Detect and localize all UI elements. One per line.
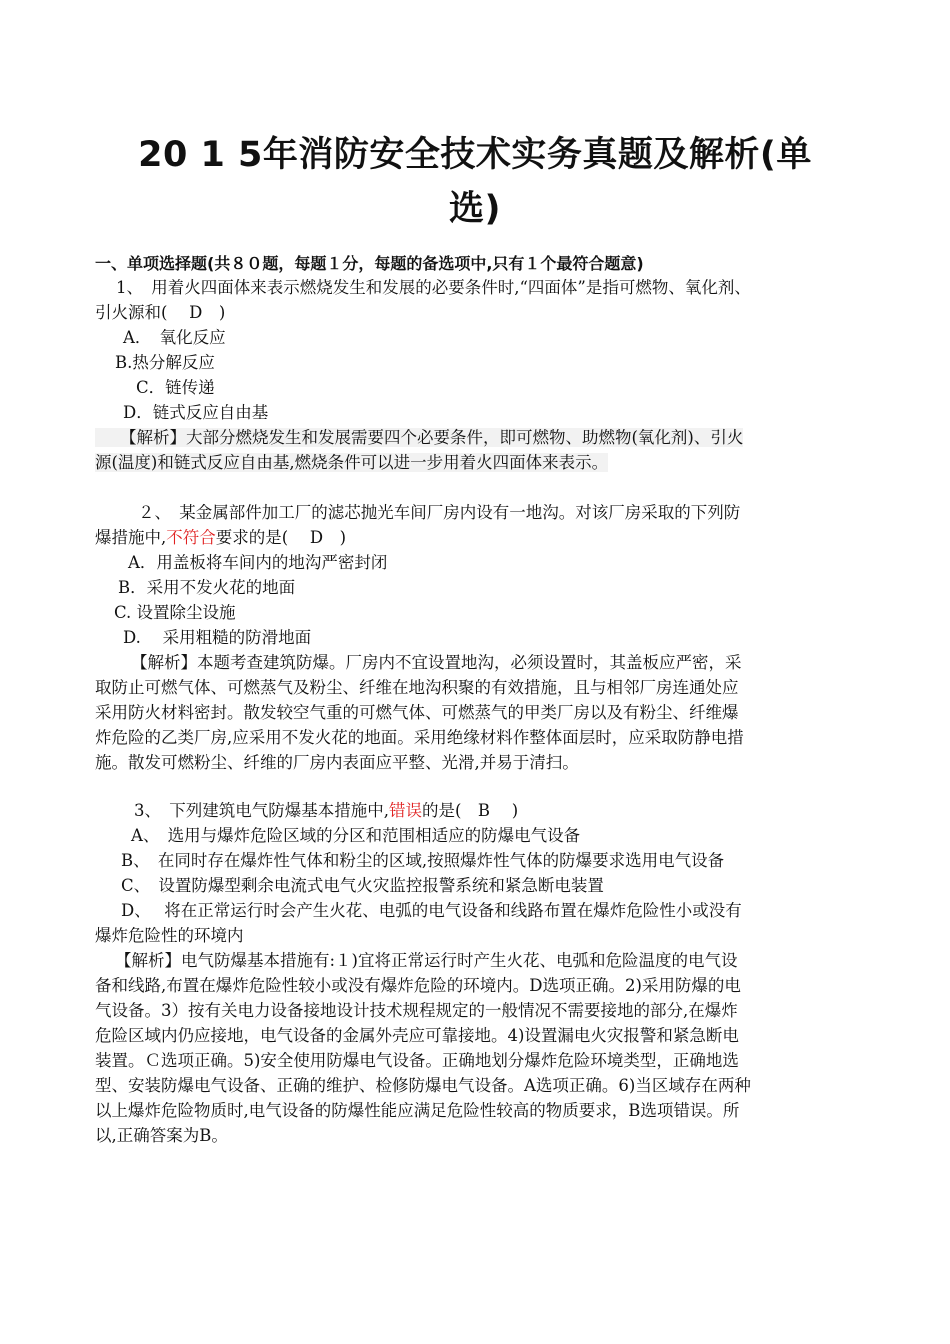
q3-option-d-cont: 爆炸危险性的环境内	[95, 926, 244, 945]
q1-analysis-line-1	[95, 425, 865, 450]
q1-analysis-line-2	[95, 450, 865, 475]
q1-stem-line-1: 1、 用着火四面体来表示燃烧发生和发展的必要条件时,“四面体”是指可燃物、氧化剂、	[116, 278, 751, 297]
q2-analysis-line-2: 取防止可燃气体、可燃蒸气及粉尘、纤维在地沟积聚的有效措施，且与相邻厂房连通处应	[95, 678, 739, 697]
q2-stem-post: 要求的是( D )	[215, 528, 347, 547]
q3-analysis-line-8: 以,正确答案为B。	[95, 1126, 228, 1145]
q1-option-c: C．链传递	[136, 378, 215, 397]
q2-stem-pre: 爆措施中,	[95, 528, 167, 547]
q2-analysis-line-5: 施。散发可燃粉尘、纤维的厂房内表面应平整、光滑,并易于清扫。	[95, 753, 579, 772]
q3-stem-post: 的是( B )	[422, 801, 519, 820]
section-heading: 一、单项选择题(共８０题，每题１分，每题的备选项中,只有１个最符合题意)	[95, 254, 644, 273]
q2-analysis-line-1: 【解析】本题考查建筑防爆。厂房内不宜设置地沟，必须设置时，其盖板应严密，采	[131, 653, 742, 672]
q2-option-c: C. 设置除尘设施	[114, 603, 236, 622]
q2-analysis-line-4: 炸危险的乙类厂房,应采用不发火花的地面。采用绝缘材料作整体面层时，应采取防静电措	[95, 728, 744, 747]
q1-option-b: B.热分解反应	[115, 353, 215, 372]
q1-option-d: D．链式反应自由基	[123, 403, 269, 422]
q3-stem-keyword: 错误	[389, 801, 422, 820]
q3-stem-pre: 3、 下列建筑电气防爆基本措施中,	[134, 801, 389, 820]
q1-stem-line-2: 引火源和( D )	[95, 303, 226, 322]
q2-analysis-line-3: 采用防火材料密封。散发较空气重的可燃气体、可燃蒸气的甲类厂房以及有粉尘、纤维爆	[95, 703, 739, 722]
q2-stem-line-1: ２、 某金属部件加工厂的滤芯抛光车间厂房内设有一地沟。对该厂房采取的下列防	[138, 503, 741, 522]
title-line-1: 20 1 5年消防安全技术实务真题及解析(单	[138, 135, 812, 175]
q1-option-a: A． 氧化反应	[123, 328, 226, 347]
page-title	[95, 128, 855, 236]
q2-stem-line-2	[95, 525, 865, 550]
q1-analysis-text-2: 源(温度)和链式反应自由基,燃烧条件可以进一步用着火四面体来表示。	[95, 453, 609, 472]
q3-analysis-line-2: 备和线路,布置在爆炸危险性较小或没有爆炸危险的环境内。D选项正确。2)采用防爆的电	[95, 976, 741, 995]
q2-option-a: A．用盖板将车间内的地沟严密封闭	[128, 553, 388, 572]
q2-option-d: D. 采用粗糙的防滑地面	[123, 628, 312, 647]
q3-option-c: C、 设置防爆型剩余电流式电气火灾监控报警系统和紧急断电装置	[121, 876, 604, 895]
q3-option-d: D、 将在正常运行时会产生火花、电弧的电气设备和线路布置在爆炸危险性小或没有	[121, 901, 742, 920]
q3-analysis-line-3: 气设备。3）按有关电力设备接地设计技术规程规定的一般情况不需要接地的部分,在爆炸	[95, 1001, 738, 1020]
q3-option-b: B、 在同时存在爆炸性气体和粉尘的区域,按照爆炸性气体的防爆要求选用电气设备	[121, 851, 725, 870]
q1-analysis-text-1: 【解析】大部分燃烧发生和发展需要四个必要条件，即可燃物、助燃物(氧化剂)、引火	[95, 428, 743, 447]
q3-analysis-line-6: 型、安装防爆电气设备、正确的维护、检修防爆电气设备。A选项正确。6)当区域存在两种	[95, 1076, 751, 1095]
q2-option-b: B．采用不发火花的地面	[118, 578, 296, 597]
q3-analysis-line-5: 装置。Ｃ选项正确。5)安全使用防爆电气设备。正确地划分爆炸危险环境类型，正确地选	[95, 1051, 739, 1070]
q2-stem-keyword: 不符合	[166, 528, 216, 547]
q3-analysis-line-1: 【解析】电气防爆基本措施有:１)宜将正常运行时产生火花、电弧和危险温度的电气设	[115, 951, 738, 970]
title-line-2: 选)	[449, 189, 501, 229]
q3-analysis-line-7: 以上爆炸危险物质时,电气设备的防爆性能应满足危险性较高的物质要求，B选项错误。所	[95, 1101, 740, 1120]
q3-option-a: A、 选用与爆炸危险区域的分区和范围相适应的防爆电气设备	[131, 826, 581, 845]
q3-analysis-line-4: 危险区域内仍应接地，电气设备的金属外壳应可靠接地。4)设置漏电火灾报警和紧急断电	[95, 1026, 739, 1045]
q3-stem	[134, 798, 904, 823]
